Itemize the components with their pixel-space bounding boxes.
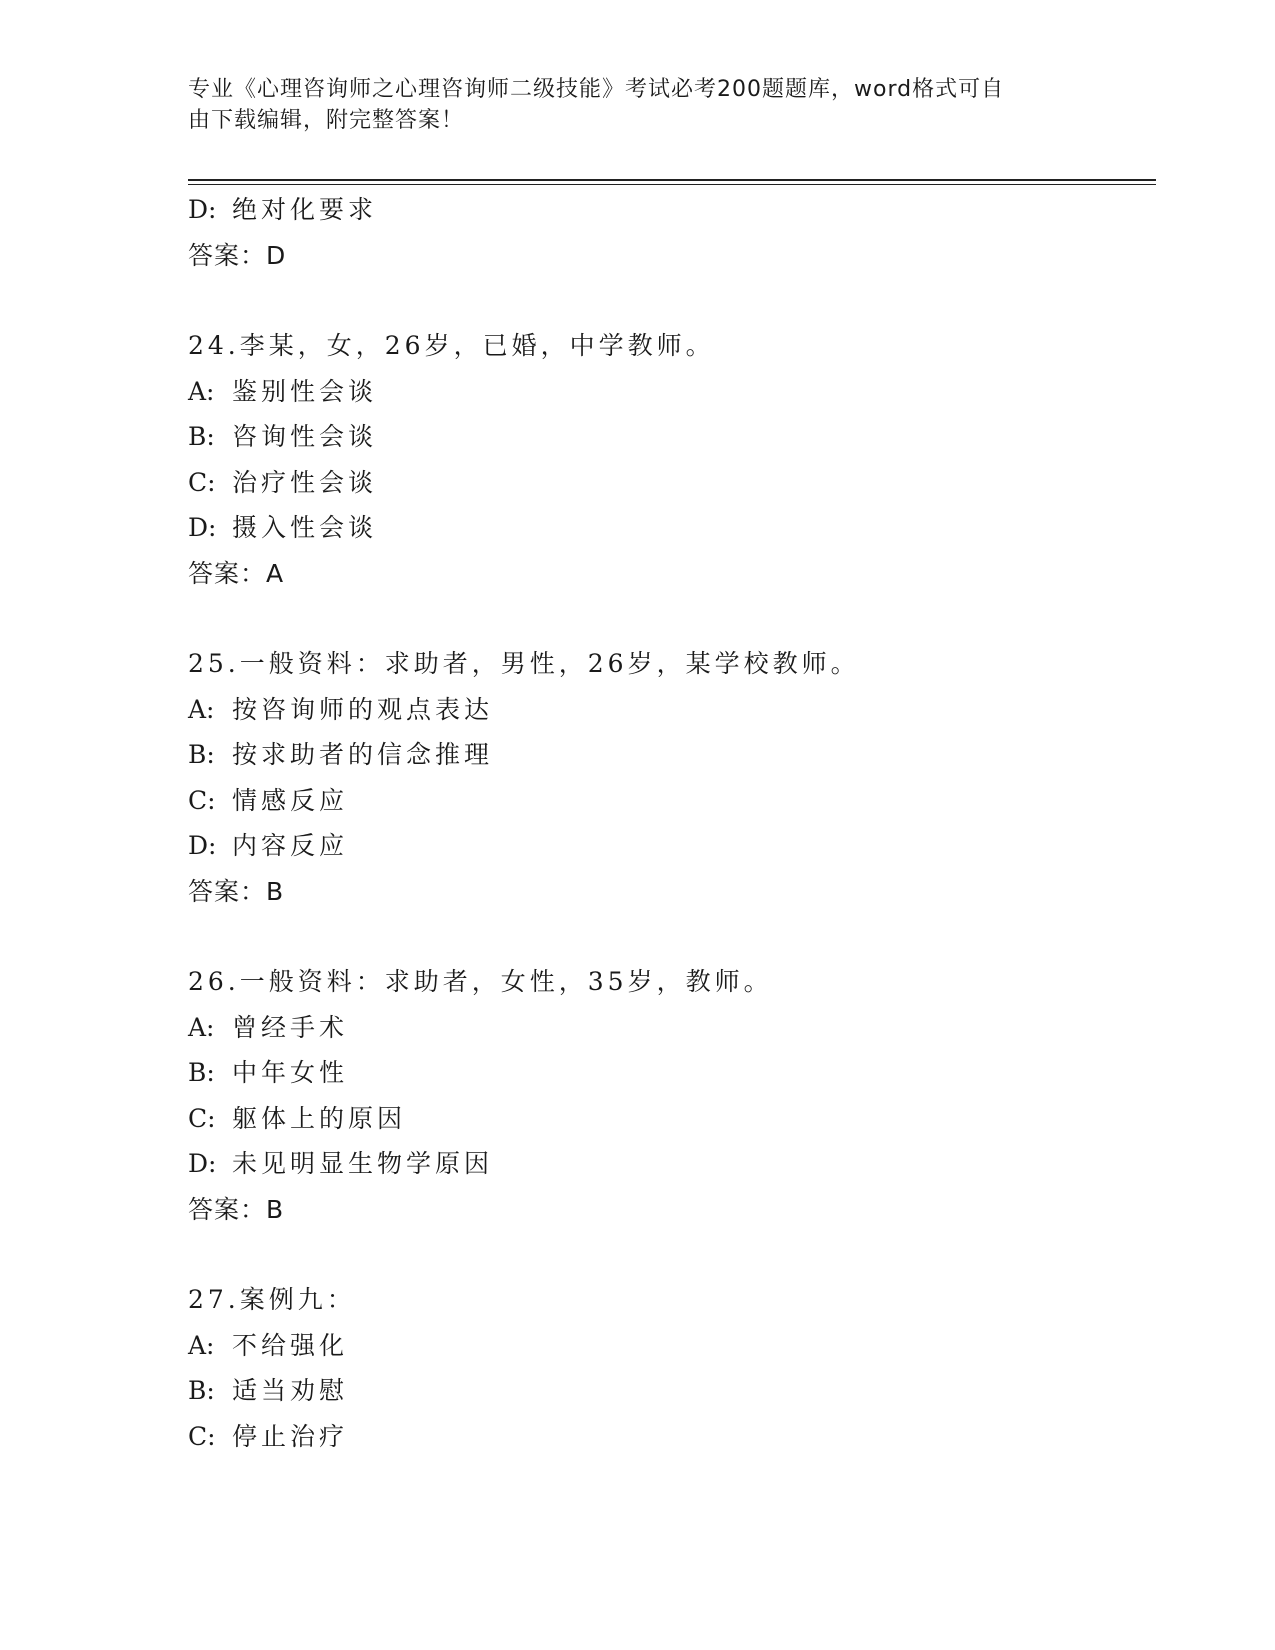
option-line <box>188 1141 1148 1187</box>
option-text: 咨询性会谈 <box>232 422 378 451</box>
question-stem: 25.一般资料：求助者，男性，26岁，某学校教师。 <box>188 649 860 678</box>
answer-line: 答案：B <box>188 1194 285 1224</box>
spacer <box>188 1232 1148 1277</box>
spacer <box>188 596 1148 641</box>
answer-line: 答案：A <box>188 558 285 588</box>
option-line <box>188 1005 1148 1051</box>
answer-line: 答案：D <box>188 240 287 270</box>
option-text: 曾经手术 <box>232 1012 349 1042</box>
document-body <box>188 187 1148 1459</box>
option-text: 适当劝慰 <box>232 1376 349 1405</box>
option-text: 治疗性会谈 <box>232 467 378 497</box>
option-label: A: <box>188 1330 215 1360</box>
option-line <box>188 687 1148 733</box>
spacer <box>188 278 1148 323</box>
option-line <box>188 778 1148 824</box>
header-line-2: 由下载编辑，附完整答案！ <box>188 108 465 133</box>
option-text: 鉴别性会谈 <box>232 376 378 406</box>
option-line <box>188 414 1148 460</box>
option-line <box>188 823 1148 869</box>
option-label: D: <box>188 513 217 542</box>
header-rule-thick <box>188 179 1156 181</box>
spacer <box>188 914 1148 959</box>
option-text: 停止治疗 <box>232 1421 349 1451</box>
option-line <box>188 1414 1148 1460</box>
option-label: D: <box>188 1149 217 1178</box>
option-line <box>188 369 1148 415</box>
header-rule-thin <box>188 184 1156 185</box>
question-stem: 26.一般资料：求助者，女性，35岁，教师。 <box>188 967 773 996</box>
option-text: 未见明显生物学原因 <box>232 1149 494 1178</box>
option-label: C: <box>188 1421 216 1451</box>
question-stem: 27.案例九： <box>188 1285 356 1314</box>
option-line <box>188 1368 1148 1414</box>
option-label: C: <box>188 1103 216 1133</box>
option-label: C: <box>188 467 216 497</box>
option-text: 按咨询师的观点表达 <box>232 694 494 724</box>
option-line <box>188 187 1148 233</box>
document-header <box>188 74 1068 136</box>
option-text: 内容反应 <box>232 831 349 860</box>
option-line <box>188 460 1148 506</box>
option-text: 按求助者的信念推理 <box>232 740 494 769</box>
option-text: 绝对化要求 <box>232 195 378 224</box>
option-text: 摄入性会谈 <box>232 513 378 542</box>
option-label: D: <box>188 831 217 860</box>
option-line <box>188 1050 1148 1096</box>
option-label: C: <box>188 785 216 815</box>
option-label: B: <box>188 422 215 451</box>
answer-line: 答案：B <box>188 876 285 906</box>
option-text: 中年女性 <box>232 1058 349 1087</box>
option-line <box>188 1096 1148 1142</box>
option-text: 情感反应 <box>232 785 349 815</box>
option-label: B: <box>188 740 215 769</box>
option-label: A: <box>188 694 215 724</box>
question-stem: 24.李某，女，26岁，已婚，中学教师。 <box>188 331 715 360</box>
option-line <box>188 505 1148 551</box>
option-label: A: <box>188 376 215 406</box>
option-label: D: <box>188 195 217 224</box>
option-line <box>188 1323 1148 1369</box>
option-label: A: <box>188 1012 215 1042</box>
option-text: 躯体上的原因 <box>232 1103 407 1133</box>
option-text: 不给强化 <box>232 1330 349 1360</box>
option-line <box>188 732 1148 778</box>
option-label: B: <box>188 1058 215 1087</box>
option-label: B: <box>188 1376 215 1405</box>
header-line-1: 专业《心理咨询师之心理咨询师二级技能》考试必考200题题库，word格式可自 <box>188 77 1005 102</box>
